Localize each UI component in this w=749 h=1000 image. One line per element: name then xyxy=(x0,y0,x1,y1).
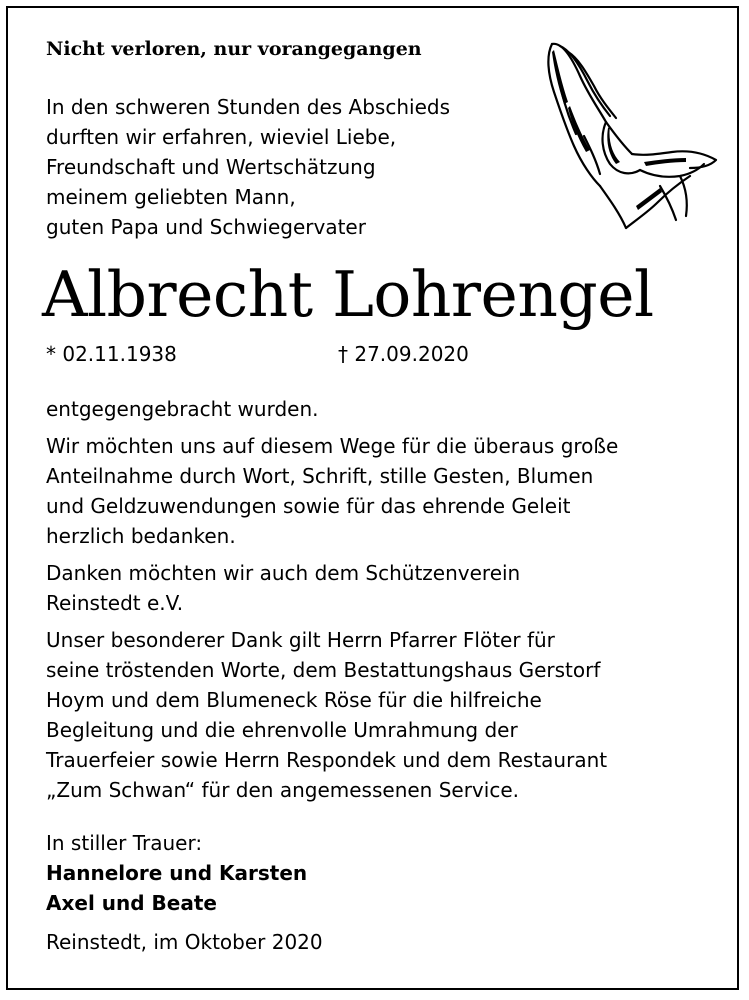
mourning-label: In stiller Trauer: xyxy=(46,831,203,855)
birth-date: * 02.11.1938 xyxy=(46,342,177,366)
death-date: † 27.09.2020 xyxy=(338,342,469,366)
mourner-name: Hannelore und Karsten xyxy=(46,861,308,885)
paragraph xyxy=(46,431,618,551)
intro-line: guten Papa und Schwiegervater xyxy=(46,215,366,239)
text-line: Unser besonderer Dank gilt Herrn Pfarrer Flöter für xyxy=(46,628,555,652)
text-line: „Zum Schwan“ für den angemessenen Service. xyxy=(46,778,519,802)
text-line: seine tröstenden Worte, dem Bestattungshaus Gerstorf xyxy=(46,658,601,682)
text-line: herzlich bedanken. xyxy=(46,524,236,548)
paragraph xyxy=(46,558,618,618)
mourner-name: Axel und Beate xyxy=(46,891,217,915)
praying-hands-icon xyxy=(540,36,725,236)
text-line: und Geldzuwendungen sowie für das ehrende Geleit xyxy=(46,494,571,518)
paragraph xyxy=(46,625,618,805)
text-line: Danken möchten wir auch dem Schützenverein xyxy=(46,561,521,585)
text-line: Wir möchten uns auf diesem Wege für die überaus große xyxy=(46,434,619,458)
text-line: Begleitung und die ehrenvolle Umrahmung der xyxy=(46,718,518,742)
text-line: Trauerfeier sowie Herrn Respondek und dem Restaurant xyxy=(46,748,608,772)
deceased-name: Albrecht Lohrengel xyxy=(42,258,654,331)
intro-line: Freundschaft und Wertschätzung xyxy=(46,155,376,179)
intro-line: meinem geliebten Mann, xyxy=(46,185,296,209)
text-line: Anteilnahme durch Wort, Schrift, stille Gesten, Blumen xyxy=(46,464,594,488)
text-line: entgegengebracht wurden. xyxy=(46,397,319,421)
body-text xyxy=(46,394,618,812)
mourners-block xyxy=(46,828,307,918)
place-date: Reinstedt, im Oktober 2020 xyxy=(46,930,323,954)
intro-line: In den schweren Stunden des Abschieds xyxy=(46,95,450,119)
intro-text xyxy=(46,92,450,242)
text-line: Reinstedt e.V. xyxy=(46,591,184,615)
intro-line: durften wir erfahren, wieviel Liebe, xyxy=(46,125,397,149)
text-line: Hoym und dem Blumeneck Röse für die hilfreiche xyxy=(46,688,542,712)
paragraph xyxy=(46,394,618,424)
motto-heading: Nicht verloren, nur vorangegangen xyxy=(46,38,422,60)
